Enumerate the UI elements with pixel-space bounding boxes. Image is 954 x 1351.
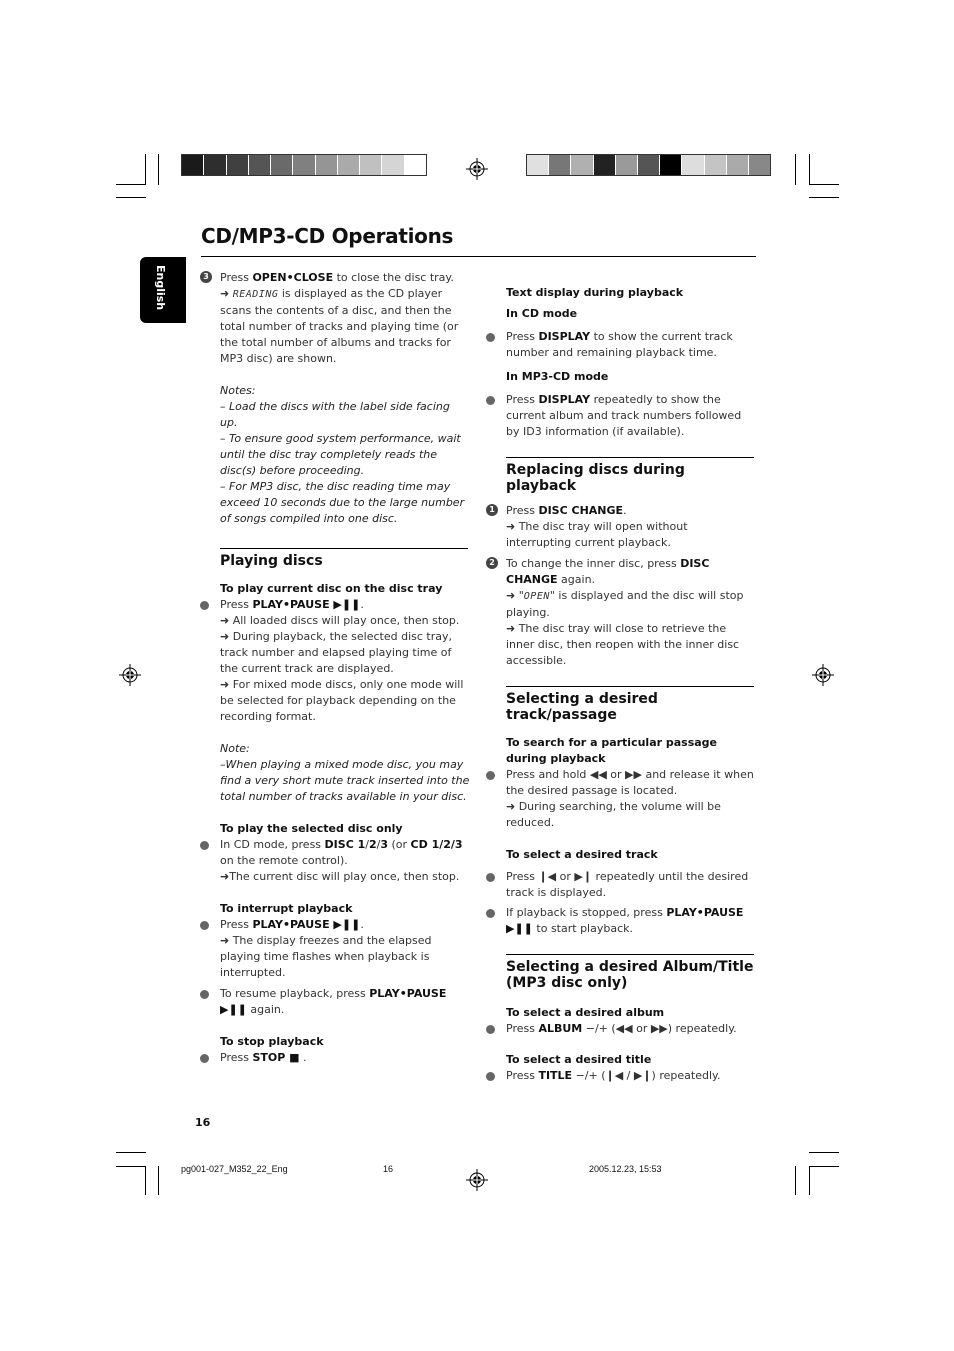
lcd-text: OPEN (523, 591, 550, 602)
bullet-icon (486, 333, 495, 342)
text: To change the inner disc, press (506, 557, 677, 570)
key-disc: 2 (368, 838, 377, 851)
text: −/+ (◀◀ or ▶▶) repeatedly. (585, 1022, 737, 1035)
color-swatch (316, 155, 338, 175)
text: Press (506, 330, 535, 343)
text: Press ❙◀ or ▶❙ repeatedly until the desired track is displayed. (506, 870, 749, 899)
footer-filename: pg001-027_M352_22_Eng (181, 1164, 288, 1174)
crop-mark (795, 154, 796, 185)
key-title: TITLE (538, 1069, 573, 1082)
crop-mark (116, 1152, 146, 1153)
bullet-icon (486, 873, 495, 882)
text: To resume playback, press (220, 987, 366, 1000)
text: / (365, 838, 369, 851)
footer-page: 16 (383, 1164, 394, 1174)
notes-label: Notes: (220, 384, 256, 397)
crop-mark (809, 154, 810, 185)
key-play-pause: PLAY•PAUSE ▶❚❚ (252, 598, 361, 611)
subheading: To select a desired album (506, 1006, 665, 1019)
note-item: – To ensure good system performance, wait until the disc tray completely reads the disc(s) before proceeding. (220, 432, 461, 477)
text: (or (391, 838, 408, 851)
text: If playback is stopped, press (506, 906, 663, 919)
footer-date: 2005.12.23, 15:53 (589, 1164, 662, 1174)
list-item: Press STOP ■ . (220, 1050, 470, 1066)
color-swatch (638, 155, 660, 175)
crop-mark (116, 184, 146, 185)
color-swatch (705, 155, 727, 175)
text: ➜ All loaded discs will play once, then stop. (220, 614, 460, 627)
color-swatch (727, 155, 749, 175)
text: again. (250, 1003, 285, 1016)
text: ➜ " (506, 589, 524, 602)
left-column (203, 270, 470, 1066)
text: −/+ (❙◀ / ▶❙) repeatedly. (575, 1069, 721, 1082)
color-swatch (382, 155, 404, 175)
key-disc-change: DISC CHANGE (538, 504, 624, 517)
section-heading: Selecting a desired track/passage (506, 691, 658, 723)
color-swatch (616, 155, 638, 175)
list-item (506, 1068, 756, 1084)
key-play-pause: PLAY•PAUSE (666, 906, 744, 919)
playing-discs-section (220, 548, 470, 1066)
text: ➜ The disc tray will close to retrieve the inner disc, then reopen with the inner disc accessible. (506, 622, 740, 667)
section-heading: Playing discs (220, 553, 323, 569)
step-3: 3 Press OPEN•CLOSE to close the disc tray. ➜ READING is displayed as the CD player scans the contents of a disc, and then the total number of tracks and playing time (or the total number of albums and tracks for MP3 disc) are shown. (220, 270, 470, 367)
key-stop: STOP ■ (252, 1051, 300, 1064)
text: again. (561, 573, 596, 586)
text: to start playback. (536, 922, 633, 935)
key-open-close: OPEN•CLOSE (252, 271, 334, 284)
subheading: To stop playback (220, 1035, 324, 1048)
language-tab (140, 257, 186, 323)
key-play-pause: PLAY•PAUSE ▶❚❚ (252, 918, 361, 931)
subheading: To search for a particular passage during playback (506, 736, 718, 765)
text: ➜ During searching, the volume will be reduced. (506, 800, 721, 829)
crop-mark (158, 1166, 159, 1195)
key-disc-change: DISC CHANGE (506, 557, 710, 586)
list-item: Press PLAY•PAUSE ▶❚❚. ➜ All loaded discs will play once, then stop. ➜ During playback, the selected disc tray, track number and elapsed playing time of the current track are displayed. ➜ For mixed mode discs, only one mode will be selected for playback depending on the recording format. (220, 597, 470, 725)
subheading: Text display during playback (506, 286, 684, 299)
color-calibration-bar-left (181, 154, 427, 176)
color-swatch (227, 155, 249, 175)
text: Press and hold ◀◀ or ▶▶ and release it when the desired passage is located. (506, 768, 754, 797)
text: Press (220, 271, 249, 284)
bullet-icon (486, 396, 495, 405)
subheading: To select a desired track (506, 848, 658, 861)
list-item (220, 986, 470, 1018)
play-pause-icon: ▶❚❚ (506, 922, 533, 935)
text: Press (220, 598, 249, 611)
lcd-text: READING (232, 289, 279, 300)
replacing-discs-section (489, 457, 756, 669)
bullet-icon (200, 1054, 209, 1063)
color-swatch (338, 155, 360, 175)
crop-mark (809, 197, 839, 198)
subheading: To select a desired title (506, 1053, 652, 1066)
color-swatch (405, 155, 426, 175)
note (220, 741, 470, 805)
crop-mark (795, 1166, 796, 1195)
language-tab-label: English (154, 265, 167, 311)
subheading: In MP3-CD mode (506, 370, 609, 383)
bullet-icon (200, 921, 209, 930)
crop-mark (116, 1166, 146, 1167)
bullet-icon (486, 771, 495, 780)
list-item (506, 329, 756, 361)
bullet-icon (200, 601, 209, 610)
crop-mark (809, 184, 839, 185)
bullet-icon (486, 1072, 495, 1081)
text-display-section (506, 285, 756, 440)
crop-mark (158, 154, 159, 185)
color-swatch (594, 155, 616, 175)
page-number: 16 (195, 1116, 211, 1129)
list-item (506, 392, 756, 440)
text: to close the disc tray. (336, 271, 454, 284)
text: is displayed as the CD player scans the contents of a disc, and then the total number of tracks and playing time (or the total number of albums and tracks for MP3 disc) are shown. (220, 287, 459, 365)
bullet-icon (486, 909, 495, 918)
crop-mark (116, 197, 146, 198)
note-item: – Load the discs with the label side facing up. (220, 400, 450, 429)
color-swatch (360, 155, 382, 175)
registration-mark-icon (466, 1169, 488, 1191)
list-item (220, 837, 470, 885)
key-display: DISPLAY (538, 330, 591, 343)
list-item (506, 869, 756, 901)
crop-mark (809, 1152, 839, 1153)
text: / (376, 838, 381, 851)
text: In CD mode, press (220, 838, 322, 851)
color-swatch (182, 155, 204, 175)
step-number: 2 (486, 557, 498, 569)
bullet-icon (200, 841, 209, 850)
subheading: In CD mode (506, 307, 578, 320)
color-swatch (249, 155, 271, 175)
color-swatch (293, 155, 315, 175)
section-heading: Replacing discs during playback (506, 462, 685, 494)
crop-mark (809, 1166, 810, 1195)
text: Press (220, 918, 249, 931)
color-swatch (527, 155, 549, 175)
registration-mark-icon (119, 664, 141, 686)
text: Press (220, 1051, 249, 1064)
text: Press (506, 1022, 535, 1035)
key-cd: CD 1/2/3 (410, 838, 463, 851)
note-item: – For MP3 disc, the disc reading time may exceed 10 seconds due to the large number of songs compiled into one disc. (220, 480, 465, 525)
title-rule (201, 256, 756, 257)
subheading: To play current disc on the disc tray (220, 582, 443, 595)
note-text: –When playing a mixed mode disc, you may find a very short mute track inserted into the total number of tracks available in your disc. (220, 758, 470, 803)
list-item: Press PLAY•PAUSE ▶❚❚. ➜ The display freezes and the elapsed playing time flashes when playback is interrupted. (220, 917, 470, 981)
step-2 (489, 556, 756, 669)
text: ➜ During playback, the selected disc tray, track number and elapsed playing time of the current track are displayed. (220, 630, 452, 675)
page-title: CD/MP3-CD Operations (201, 224, 454, 248)
step-number: 1 (486, 504, 498, 516)
color-swatch (204, 155, 226, 175)
bullet-icon (486, 1025, 495, 1034)
list-item (506, 767, 756, 831)
text: to show the current track number and remaining playback time. (506, 330, 733, 359)
text: Press (506, 504, 535, 517)
note-label: Note: (220, 742, 250, 755)
text: ➜ The display freezes and the elapsed playing time flashes when playback is interrupted. (220, 934, 432, 979)
crop-mark (145, 154, 146, 185)
step-1: 1 Press DISC CHANGE. ➜ The disc tray will open without interrupting current playback. (506, 503, 756, 551)
list-item (506, 905, 756, 937)
album-title-section (506, 954, 756, 1084)
color-swatch (271, 155, 293, 175)
color-swatch (571, 155, 593, 175)
key-disc: DISC 1 (324, 838, 366, 851)
section-heading: Selecting a desired Album/Title (MP3 disc only) (506, 959, 754, 991)
notes (220, 383, 470, 527)
text: ➜ The disc tray will open without interrupting current playback. (506, 520, 688, 549)
step-number: 3 (200, 271, 212, 283)
color-calibration-bar-right (526, 154, 771, 176)
text: repeatedly to show the current album and track numbers followed by ID3 information (if available). (506, 393, 742, 438)
color-swatch (660, 155, 682, 175)
color-swatch (749, 155, 770, 175)
color-swatch (682, 155, 704, 175)
bullet-icon (200, 990, 209, 999)
color-swatch (549, 155, 571, 175)
key-play-pause: PLAY•PAUSE ▶❚❚ (220, 987, 447, 1016)
crop-mark (145, 1166, 146, 1195)
key-display: DISPLAY (538, 393, 591, 406)
list-item (506, 1021, 756, 1037)
text: " is displayed and the disc will stop playing. (506, 589, 744, 619)
text: on the remote control). (220, 854, 348, 867)
crop-mark (809, 1166, 839, 1167)
text: Press (506, 1069, 535, 1082)
registration-mark-icon (812, 664, 834, 686)
registration-mark-icon (466, 158, 488, 180)
selecting-track-section (506, 686, 756, 937)
text: ➜ For mixed mode discs, only one mode will be selected for playback depending on the recording format. (220, 678, 464, 723)
text: ➜The current disc will play once, then stop. (220, 870, 460, 883)
key-album: ALBUM (538, 1022, 583, 1035)
subheading: To play the selected disc only (220, 822, 403, 835)
key-disc: 3 (380, 838, 388, 851)
text: Press (506, 393, 535, 406)
subheading: To interrupt playback (220, 902, 353, 915)
right-column (489, 285, 756, 1084)
